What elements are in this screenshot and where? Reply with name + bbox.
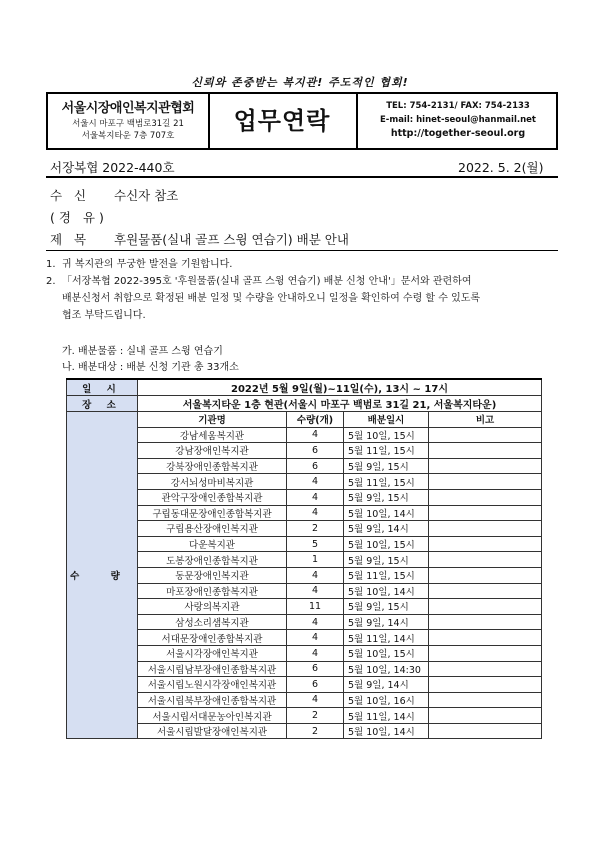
table-row <box>67 536 542 552</box>
table-row <box>67 723 542 739</box>
distribution-table <box>66 378 542 739</box>
note-cell <box>429 645 542 661</box>
org-name-cell: 강남세움복지관 <box>138 427 287 443</box>
org-name-cell: 서울시립서대문농아인복지관 <box>138 708 287 724</box>
org-name-cell: 강북장애인종합복지관 <box>138 458 287 474</box>
table-row <box>67 552 542 568</box>
paragraph-1 <box>46 256 558 273</box>
note-cell <box>429 599 542 615</box>
org-name-cell: 사랑의복지관 <box>138 599 287 615</box>
via-label: (경 유) <box>50 210 108 225</box>
table-row <box>67 521 542 537</box>
column-header-when: 배분일시 <box>344 412 429 428</box>
note-cell <box>429 614 542 630</box>
note-cell <box>429 567 542 583</box>
distribution-time-cell: 5월 10일, 14시 <box>344 583 429 599</box>
note-cell <box>429 489 542 505</box>
note-cell <box>429 677 542 693</box>
letterhead <box>46 92 558 150</box>
org-name-cell: 서울시각장애인복지관 <box>138 645 287 661</box>
table-row <box>67 708 542 724</box>
org-name-cell: 구립동대문장애인종합복지관 <box>138 505 287 521</box>
divider <box>46 176 558 178</box>
email: E-mail: hinet-seoul@hanmail.net <box>380 115 536 125</box>
via-row <box>50 208 114 226</box>
org-address-line2: 서울복지타운 7층 707호 <box>81 131 175 141</box>
subject-row <box>50 230 349 248</box>
table-row <box>67 677 542 693</box>
note-cell <box>429 723 542 739</box>
note-cell <box>429 661 542 677</box>
distribution-time-cell: 5월 10일, 14:30 <box>344 661 429 677</box>
org-address-line1: 서울시 마포구 백범로31길 21 <box>72 119 184 129</box>
table-row <box>67 474 542 490</box>
website-url: http://together-seoul.org <box>390 128 526 139</box>
paragraph-2 <box>46 273 558 290</box>
table-row <box>67 583 542 599</box>
note-cell <box>429 521 542 537</box>
distribution-time-cell: 5월 11일, 15시 <box>344 474 429 490</box>
doc-title: 업무연락 <box>208 94 358 148</box>
qty-cell: 4 <box>287 645 344 661</box>
note-cell <box>429 505 542 521</box>
recipient-row <box>50 186 178 204</box>
qty-cell: 4 <box>287 505 344 521</box>
slogan: 신뢰와 존중받는 복지관! 주도적인 협회! <box>191 76 409 89</box>
recipient-label: 수 신 <box>50 188 91 203</box>
org-name-cell: 도봉장애인종합복지관 <box>138 552 287 568</box>
date-row <box>67 379 542 396</box>
qty-cell: 2 <box>287 723 344 739</box>
org-name-cell: 강서뇌성마비복지관 <box>138 474 287 490</box>
qty-cell: 6 <box>287 458 344 474</box>
note-cell <box>429 708 542 724</box>
date-label: 일 시 <box>67 379 138 396</box>
org-name-cell: 서울시립발달장애인복지관 <box>138 723 287 739</box>
qty-cell: 2 <box>287 521 344 537</box>
place-label: 장 소 <box>67 396 138 412</box>
column-header-note: 비고 <box>429 412 542 428</box>
org-block <box>48 94 210 148</box>
qty-cell: 4 <box>287 489 344 505</box>
table-row <box>67 489 542 505</box>
org-name-cell: 서울시립북부장애인종합복지관 <box>138 692 287 708</box>
paragraph-number: 1. <box>46 259 56 270</box>
subject-value: 후원물품(실내 골프 스윙 연습기) 배분 안내 <box>114 232 349 247</box>
qty-cell: 4 <box>287 474 344 490</box>
table-row <box>67 692 542 708</box>
qty-cell: 6 <box>287 677 344 693</box>
org-name-cell: 서대문장애인종합복지관 <box>138 630 287 646</box>
org-name-cell: 관악구장애인종합복지관 <box>138 489 287 505</box>
distribution-time-cell: 5월 10일, 15시 <box>344 427 429 443</box>
table-row <box>67 630 542 646</box>
qty-cell: 5 <box>287 536 344 552</box>
distribution-time-cell: 5월 9일, 14시 <box>344 677 429 693</box>
table-row <box>67 458 542 474</box>
qty-cell: 6 <box>287 661 344 677</box>
doc-number: 서장복협 2022-440호 <box>50 160 175 175</box>
org-name-cell: 서울시립노원시각장애인복지관 <box>138 677 287 693</box>
place-value: 서울복지타운 1층 현관(서울시 마포구 백범로 31길 21, 서울복지타운) <box>138 396 542 412</box>
column-header-org: 기관명 <box>138 412 287 428</box>
distribution-time-cell: 5월 10일, 16시 <box>344 692 429 708</box>
qty-cell: 4 <box>287 630 344 646</box>
note-cell <box>429 536 542 552</box>
item-b: 나. 배분대상 : 배분 신청 기관 총 33개소 <box>62 362 239 373</box>
qty-cell: 4 <box>287 567 344 583</box>
distribution-time-cell: 5월 9일, 14시 <box>344 521 429 537</box>
distribution-time-cell: 5월 10일, 15시 <box>344 536 429 552</box>
paragraph-text: 귀 복지관의 무궁한 발전을 기원합니다. <box>62 259 233 270</box>
qty-cell: 4 <box>287 692 344 708</box>
distribution-time-cell: 5월 9일, 15시 <box>344 552 429 568</box>
distribution-time-cell: 5월 10일, 14시 <box>344 505 429 521</box>
table-row <box>67 599 542 615</box>
table-row <box>67 614 542 630</box>
distribution-time-cell: 5월 9일, 15시 <box>344 599 429 615</box>
org-name-cell: 다운복지관 <box>138 536 287 552</box>
distribution-time-cell: 5월 9일, 15시 <box>344 489 429 505</box>
qty-cell: 4 <box>287 614 344 630</box>
note-cell <box>429 583 542 599</box>
note-cell <box>429 474 542 490</box>
column-header-row <box>67 412 542 428</box>
org-name-cell: 마포장애인종합복지관 <box>138 583 287 599</box>
qty-cell: 1 <box>287 552 344 568</box>
column-header-qty: 수량(개) <box>287 412 344 428</box>
date-value: 2022년 5월 9일(월)~11일(수), 13시 ~ 17시 <box>138 379 542 396</box>
place-row <box>67 396 542 412</box>
note-cell <box>429 692 542 708</box>
note-cell <box>429 443 542 459</box>
org-name-cell: 동문장애인복지관 <box>138 567 287 583</box>
table-row <box>67 443 542 459</box>
doc-date: 2022. 5. 2(월) <box>458 160 544 175</box>
note-cell <box>429 458 542 474</box>
qty-cell: 6 <box>287 443 344 459</box>
qty-cell: 4 <box>287 583 344 599</box>
note-cell <box>429 552 542 568</box>
note-cell <box>429 630 542 646</box>
org-name-cell: 구립용산장애인복지관 <box>138 521 287 537</box>
qty-cell: 4 <box>287 427 344 443</box>
recipient-value: 수신자 참조 <box>114 188 179 203</box>
paragraph-2-line2: 배분신청서 취합으로 확정된 배분 일정 및 수량을 안내하오니 일정을 확인하여 수령 할 수 있도록 <box>62 293 481 304</box>
note-cell <box>429 427 542 443</box>
distribution-time-cell: 5월 11일, 14시 <box>344 630 429 646</box>
divider <box>46 250 558 251</box>
qty-cell: 11 <box>287 599 344 615</box>
table-row <box>67 567 542 583</box>
body-paragraphs <box>46 256 558 324</box>
paragraph-2-line3: 협조 부탁드립니다. <box>62 310 146 321</box>
org-name-cell: 삼성소리샘복지관 <box>138 614 287 630</box>
paragraph-number: 2. <box>46 276 56 287</box>
subject-label: 제 목 <box>50 232 91 247</box>
qty-cell: 2 <box>287 708 344 724</box>
distribution-time-cell: 5월 11일, 15시 <box>344 567 429 583</box>
distribution-time-cell: 5월 10일, 15시 <box>344 645 429 661</box>
distribution-time-cell: 5월 11일, 14시 <box>344 708 429 724</box>
quantity-label: 수 량 <box>67 412 138 739</box>
distribution-time-cell: 5월 9일, 14시 <box>344 614 429 630</box>
distribution-time-cell: 5월 10일, 14시 <box>344 723 429 739</box>
table-row <box>67 645 542 661</box>
org-name: 서울시장애인복지관협회 <box>61 101 195 116</box>
contact-block <box>360 99 556 141</box>
paragraph-text: 「서장복협 2022-395호 '후원물품(실내 골프 스윙 연습기) 배분 신청 안내'」문서와 관련하여 <box>62 276 472 287</box>
table-row <box>67 427 542 443</box>
tel-fax: TEL: 754-2131/ FAX: 754-2133 <box>386 101 530 111</box>
distribution-time-cell: 5월 11일, 15시 <box>344 443 429 459</box>
org-name-cell: 강남장애인복지관 <box>138 443 287 459</box>
item-a: 가. 배분물품 : 실내 골프 스윙 연습기 <box>62 346 223 357</box>
table-row <box>67 661 542 677</box>
distribution-time-cell: 5월 9일, 15시 <box>344 458 429 474</box>
table-row <box>67 505 542 521</box>
org-name-cell: 서울시립남부장애인종합복지관 <box>138 661 287 677</box>
